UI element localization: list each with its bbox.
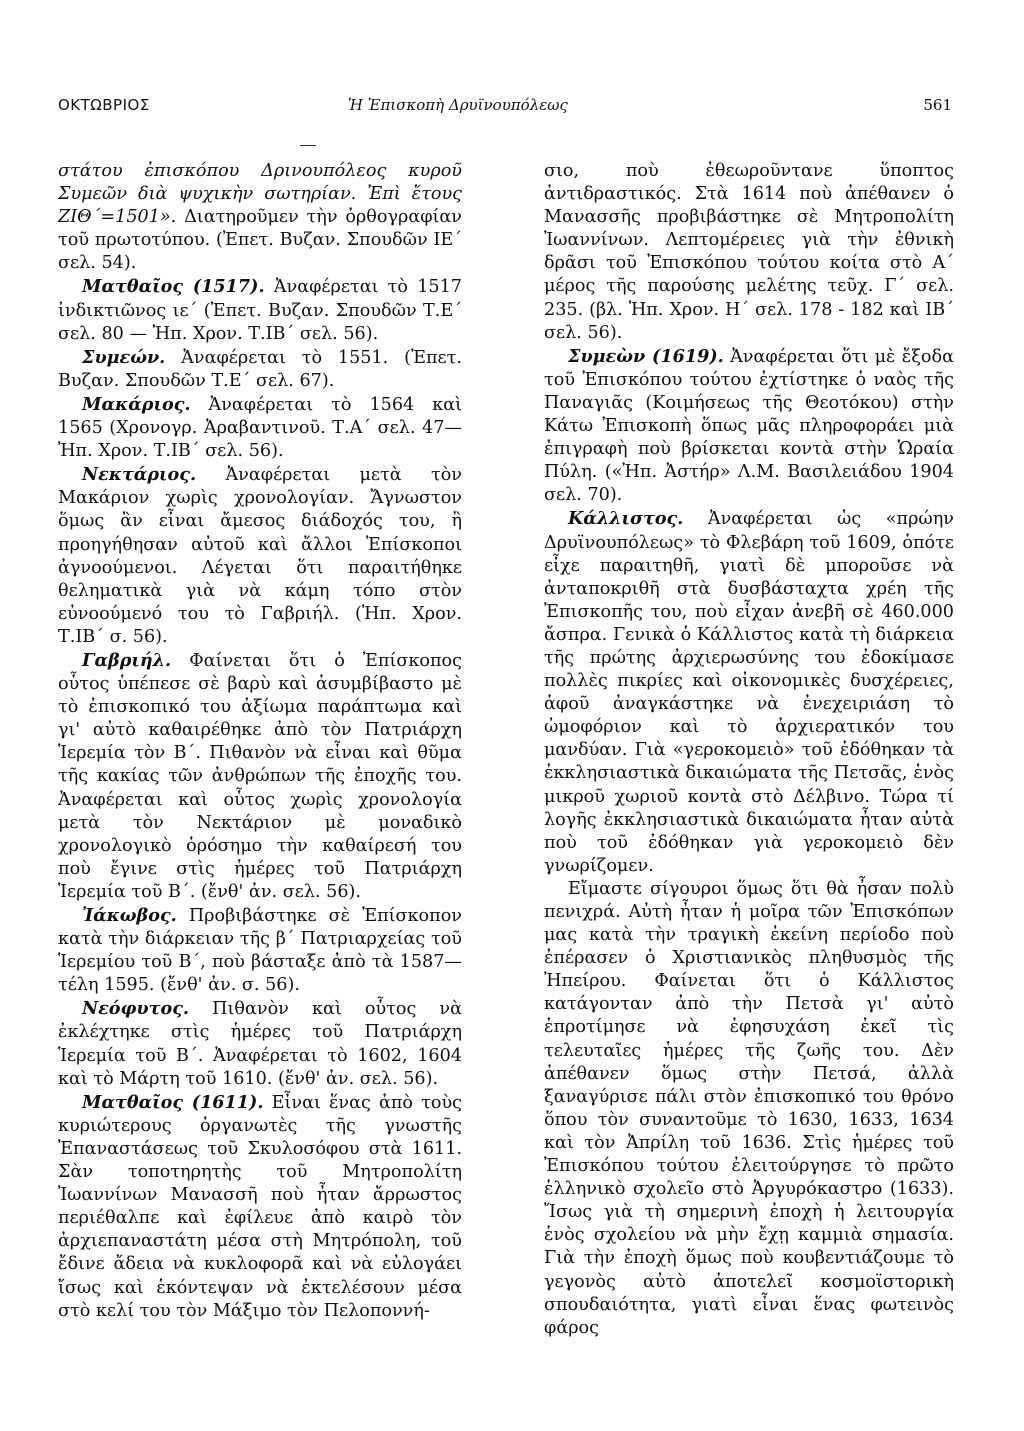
paragraph-text: Προβιβάστηκε σὲ Ἐπίσκοπον κατὰ τὴν διάρκειαν τῆς β΄ Πατριαρχείας τοῦ Ἱερεμίου τοῦ Β΄, ποὺ βάσταξε ἀπὸ τὰ 1587—τέλη 1595. (ἔνθ' ἀν. σ. 56).: [58, 906, 462, 996]
paragraph: [544, 345, 954, 508]
header-title: Ἡ Ἐπισκοπὴ Δρυϊνουπόλεως: [348, 96, 568, 114]
paragraph: [544, 507, 954, 878]
bishop-name: Κάλλιστος.: [568, 508, 684, 530]
bishop-name: Γαβριήλ.: [82, 649, 172, 671]
paragraph: [58, 463, 462, 649]
bishop-name: Νεόφυτος.: [82, 998, 190, 1020]
page-number: 561: [923, 96, 952, 114]
paragraph: [58, 160, 462, 275]
header-rule: [300, 145, 316, 146]
paragraph-text: Ἀναφέρεται ὅτι μὲ ἔξοδα τοῦ Ἐπισκόπου τούτου ἐχτίστηκε ὁ ναὸς τῆς Παναγιᾶς (Κοιμήσεως τῆς Θεοτόκου) στὴν Κάτω Ἐπισκοπὴ ὅπως μᾶς πληροφοράει μιὰ ἐπιγραφὴ ποὺ βρίσκεται κοντὰ στὴν Ὡραία Πύλη. («Ἠπ. Ἀστήρ» Λ.Μ. Βασιλειάδου 1904 σελ. 70).: [544, 346, 954, 506]
paragraph-text: Ἀναφέρεται μετὰ τὸν Μακάριον χωρὶς χρονολογίαν. Ἄγνωστον ὅμως ἂν εἶναι ἄμεσος διάδοχός του, ἢ προηγήθησαν αὐτοῦ καὶ ἄλλοι Ἐπίσκοποι ἀγνοούμενοι. Λέγεται ὅτι παραιτήθηκε θεληματικὰ γιὰ νὰ κάμη τόπο στὸν εὐνοούμενό του τὸ Γαβριήλ. (Ἠπ. Χρον. Τ.ΙΒ΄ σ. 56).: [58, 465, 462, 647]
bishop-name: Συμεὼν (1619).: [568, 345, 724, 367]
bishop-name: Μακάριος.: [82, 393, 191, 415]
paragraph-text: Ἀναφέρεται τὸ 1551. (Ἐπετ. Βυζαν. Σπουδῶν Τ.Ε΄ σελ. 67).: [58, 347, 462, 391]
bishop-name: Ματθαῖος (1611).: [82, 1091, 264, 1113]
paragraph-text: Ἀναφέρεται τὸ 1564 καὶ 1565 (Χρονογρ. Ἀραβαντινοῦ. Τ.Α΄ σελ. 47—Ἠπ. Χρον. Τ.ΙΒ΄ σελ. 56).: [58, 394, 462, 462]
paragraph-text: Εἶναι ἕνας ἀπὸ τοὺς κυριώτερους ὀργανωτὲς τῆς γνωστῆς Ἐπαναστάσεως τοῦ Σκυλοσόφου στὰ 1611. Σὰν τοποτηρητὴς τοῦ Μητροπολίτη Ἰωαννίνων Μανασσῆ ποὺ ἦταν ἄρρωστος περιέθαλπε καὶ ἐφίλευε ἀπὸ καιρὸ τὸν ἀρχιεπαναστάτη μέσα στὴ Μητρόπολη, τοῦ ἔδινε ἄδεια νὰ κυκλοφορᾶ καὶ νὰ εὐλογάει ἴσως καὶ ἑκόντεψαν νὰ ἐκτελέσουν μέσα στὸ κελί του τὸν Μάξιμο τὸν Πελοποννή-: [58, 1092, 463, 1321]
paragraph-text: στάτου ἐπισκόπου Δρινουπόλεος κυροῦ Συμεῶν διὰ ψυχικὴν σωτηρίαν. Ἐπὶ ἔτους ΖΙΘ΄=1501».: [58, 161, 462, 228]
paragraph: [58, 393, 462, 463]
bishop-name: Νεκτάριος.: [82, 464, 197, 486]
paragraph: [544, 160, 954, 345]
paragraph: [58, 1091, 462, 1323]
paragraph-text: Εἴμαστε σίγουροι ὅμως ὅτι θὰ ἦσαν πολὺ πενιχρά. Αὐτὴ ἦταν ἡ μοῖρα τῶν Ἐπισκόπων μας κατὰ τὴν τραγικὴ ἐκείνη περίοδο ποὺ ἐπέρασεν ὁ Χριστιανικὸς πληθυσμὸς τῆς Ἠπείρου. Φαίνεται ὅτι ὁ Κάλλιστος κατάγονταν ἀπὸ τὴν Πετσὰ γι' αὐτὸ ἐπροτίμησε νὰ ἐφησυχάση ἐκεῖ τὶς τελευταῖες ἡμέρες τῆς ζωῆς του. Δὲν ἀπέθανεν ὅμως στὴν Πετσά, ἀλλὰ ξαναγύρισε πάλι στὸν ἐπισκοπικό του θρόνο ὅπου τὸν συναντοῦμε τὸ 1630, 1633, 1634 καὶ τὸν Ἀπρίλη τοῦ 1636. Στὶς ἡμέρες τοῦ Ἐπισκόπου τούτου ἐλειτούργησε τὸ πρῶτο ἑλληνικὸ σχολεῖο στὸ Ἀργυρόκαστρο (1633). Ἴσως γιὰ τὴ σημερινὴ ἐποχὴ ἡ λειτουργία ἑνὸς σχολείου νὰ μὴν ἔχῃ καμμιὰ σημασία. Γιὰ τὴν ἐποχὴ ὅμως ποὺ κουβεντιάζουμε τὸ γεγονὸς αὐτὸ ἀποτελεῖ κοσμοϊστορικὴ σπουδαιότητα, γιατὶ εἶναι ἕνας φωτεινὸς φάρος: [544, 878, 954, 1338]
bishop-name: Ματθαῖος (1517).: [82, 276, 265, 298]
header-month: ΟΚΤΩΒΡΙΟΣ: [58, 96, 150, 114]
paragraph-text: σιο, ποὺ ἐθεωροῦντανε ὕποπτος ἀντιδραστικός. Στὰ 1614 ποὺ ἀπέθανεν ὁ Μανασσῆς προβιβάστηκε σὲ Μητροπολίτη Ἰωαννίνων. Λεπτομέρειες γιὰ τὴν ἐθνικὴ δρᾶσι τοῦ Ἐπισκόπου τούτου κοίτα στὸ Α΄ μέρος τῆς παρούσης μελέτης τεῦχ. Γ΄ σελ. 235. (βλ. Ἠπ. Χρον. Η΄ σελ. 178 - 182 καὶ ΙΒ΄ σελ. 56).: [544, 161, 954, 343]
paragraph: [58, 275, 462, 345]
bishop-name: Ἰάκωβος.: [82, 905, 177, 926]
bishop-name: Συμεών.: [82, 346, 166, 368]
paragraph-text: Ἀναφέρεται ὡς «πρώην Δρυϊνουπόλεως» τὸ Φλεβάρη τοῦ 1609, ὁπότε εἶχε παραιτηθῆ, γιατὶ δὲ μποροῦσε νὰ ἀνταποκριθῆ στὰ δυσβάσταχτα χρέη τῆς Ἐπισκοπῆς του, ποὺ εἶχαν ἀνεβῆ σὲ 460.000 ἄσπρα. Γενικὰ ὁ Κάλλιστος κατὰ τὴ διάρκεια τῆς πρώτης ἀρχιερωσύνης του ἐδοκίμασε πολλὲς πικρίες καὶ οἰκονομικὲς δυσχέρειες, ἀφοῦ ἀναγκάστηκε νὰ ἐνεχειριάση τὸ ὠμοφόριον καὶ τὸ ἀρχιερατικόν του μανδύαν. Γιὰ «γεροκομειὸ» τοῦ ἐδόθηκαν τὰ ἐκκλησιαστικὰ δικαιώματα τῆς Πετσᾶς, ἑνὸς μικροῦ χωριοῦ κοντὰ στὸ Δέλβινο. Τώρα τί λογῆς ἐκκλησιαστικὰ δικαιώματα ἦταν αὐτὰ ποὺ τοῦ ἐδόθηκαν γιὰ γεροκομειὸ δὲν γνωρίζομεν.: [544, 509, 954, 876]
left-column: [58, 160, 462, 1323]
paragraph: [58, 346, 462, 393]
running-header: [58, 96, 952, 132]
paragraph-text: Ἀναφέρεται τὸ 1517 ἰνδικτιῶνος ιε΄ (Ἐπετ. Βυζαν. Σπουδῶν Τ.Ε΄ σελ. 80 — Ἠπ. Χρον. Τ.ΙΒ΄ σελ. 56).: [58, 277, 462, 344]
paragraph-text: Διατηροῦμεν τὴν ὀρθογραφίαν τοῦ πρωτοτύπου. (Ἐπετ. Βυζαν. Σπουδῶν ΙΕ΄ σελ. 54).: [58, 207, 462, 274]
paragraph-text: Πιθανὸν καὶ οὗτος νὰ ἐκλέχτηκε στὶς ἡμέρες τοῦ Πατριάρχη Ἱερεμία τοῦ Β΄. Ἀναφέρεται τὸ 1602, 1604 καὶ τὸ Μάρτη τοῦ 1610. (ἔνθ' ἀν. σελ. 56).: [58, 999, 462, 1089]
paragraph: [58, 997, 462, 1090]
paragraph-text: Φαίνεται ὅτι ὁ Ἐπίσκοπος οὗτος ὑπέπεσε σὲ βαρὺ καὶ ἀσυμβίβαστο μὲ τὸ ἐπισκοπικό του ἀξίωμα παράπτωμα καὶ γι' αὐτὸ καθαιρέθηκε ἀπὸ τὸν Πατριάρχη Ἱερεμία τὸν Β΄. Πιθανὸν νὰ εἶναι καὶ θῦμα τῆς κακίας τῶν ἀνθρώπων τῆς ἐποχῆς του. Ἀναφέρεται καὶ οὗτος χωρὶς χρονολογία μετὰ τὸν Νεκτάριον μὲ μοναδικὸ χρονολογικὸ ὁρόσημο τὴν καθαίρεσή του ποὺ ἔγινε στὶς ἡμέρες τοῦ Πατριάρχη Ἱερεμία τοῦ Β΄. (ἔνθ' ἀν. σελ. 56).: [58, 650, 462, 902]
paragraph: [544, 878, 954, 1340]
paragraph: [58, 904, 462, 997]
paragraph: [58, 649, 462, 904]
right-column: [544, 160, 954, 1340]
